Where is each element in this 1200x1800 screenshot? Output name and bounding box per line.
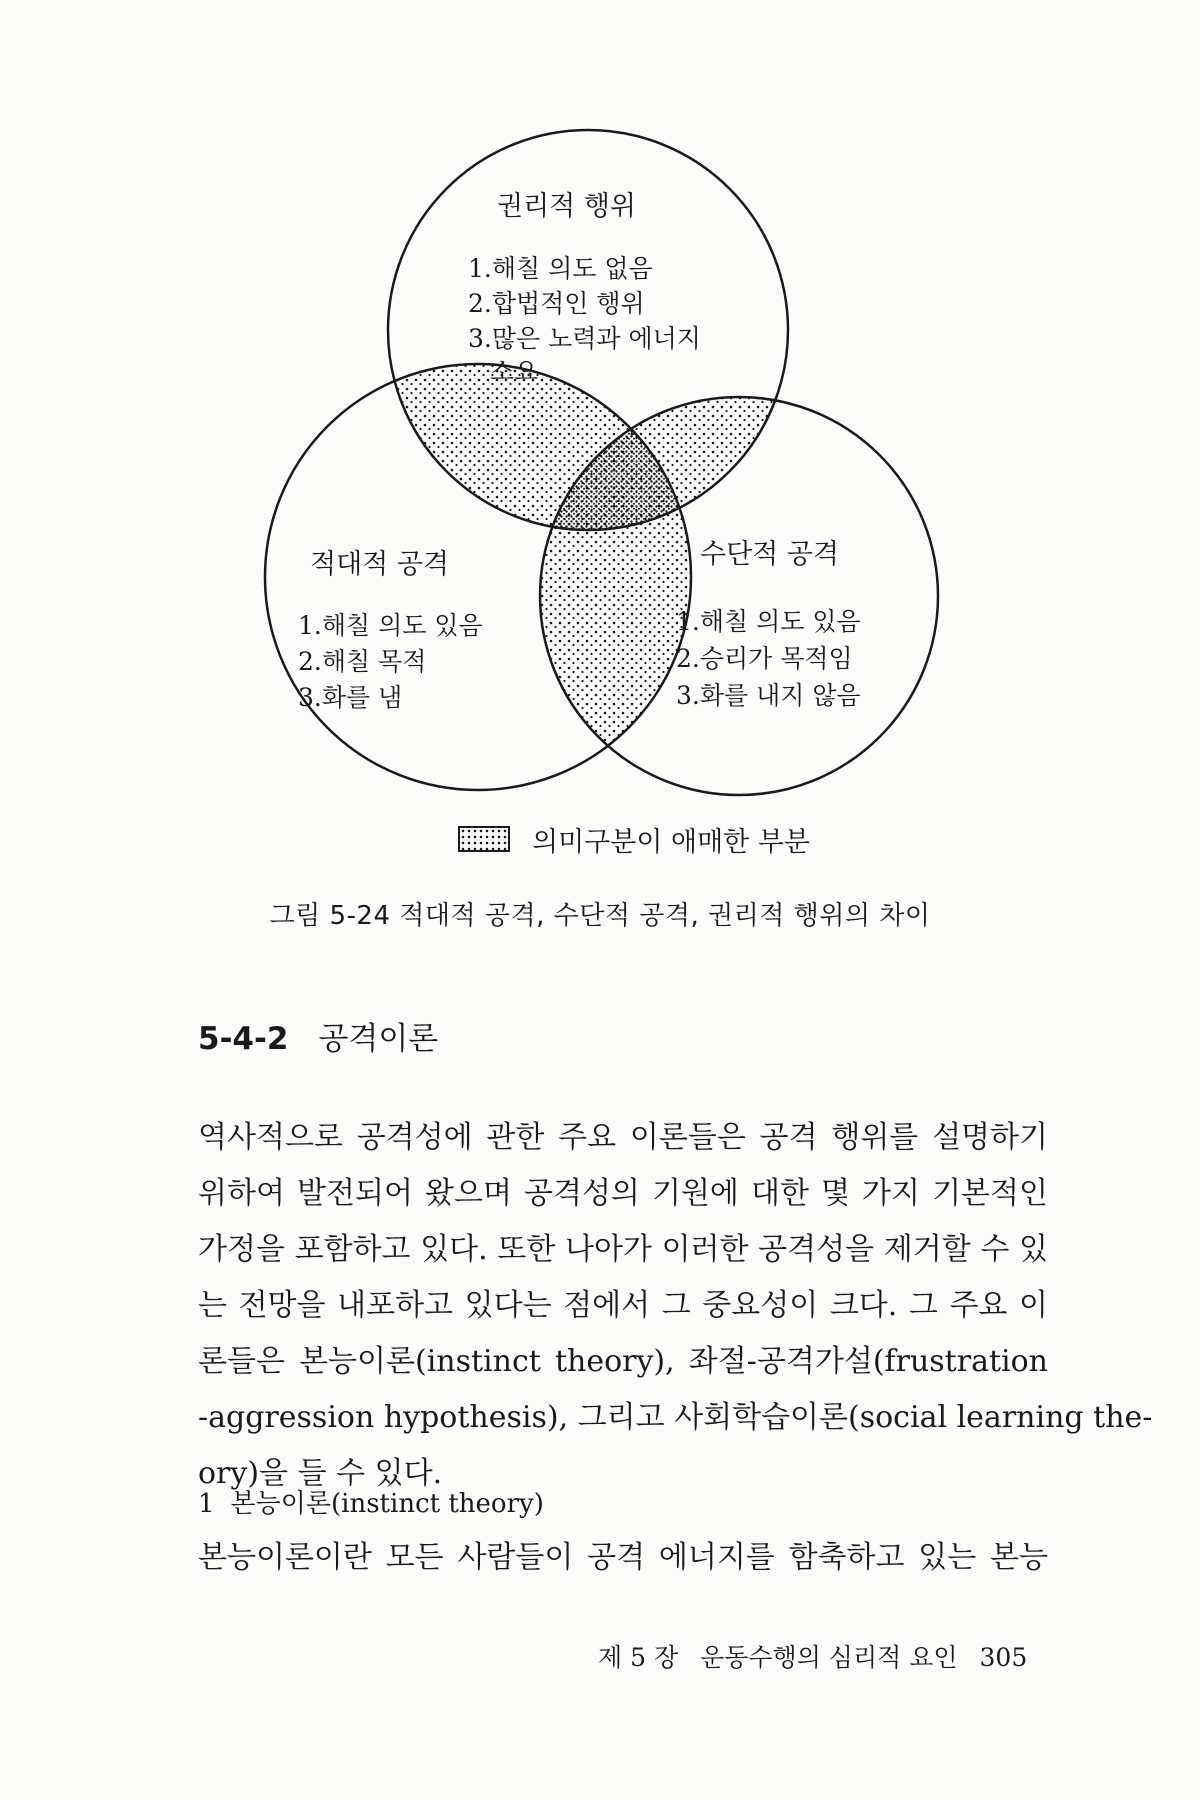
paragraph-line: -aggression hypothesis), 그리고 사회학습이론(social learning the-	[198, 1400, 1153, 1435]
subsection-paragraph	[198, 1530, 1048, 1586]
rights-behavior-item: 2.합법적인 행위	[468, 289, 645, 318]
stipple-legend-swatch	[458, 826, 510, 852]
subsection-heading	[198, 1484, 544, 1524]
subsection-number: 1	[198, 1489, 215, 1519]
paragraph-line: ory)을 들 수 있다.	[198, 1456, 443, 1491]
section-heading	[198, 1013, 438, 1058]
subsection-title: 본능이론(instinct theory)	[230, 1489, 544, 1519]
rights-behavior-title: 권리적 행위	[497, 191, 636, 222]
section-number: 5-4-2	[198, 1021, 289, 1057]
hostile-aggression-item: 3.화를 냄	[298, 683, 403, 712]
figure-legend	[458, 823, 810, 858]
venn-diagram	[0, 0, 1200, 880]
footer-title: 운동수행의 심리적 요인	[700, 1643, 958, 1672]
rights-behavior-item: 소요	[490, 357, 539, 386]
hostile-aggression-item: 2.해칠 목적	[298, 647, 427, 676]
rights-behavior-item: 1.해칠 의도 없음	[468, 254, 653, 283]
paragraph-line: 역사적으로 공격성에 관한 주요 이론들은 공격 행위를 설명하기	[198, 1120, 1048, 1155]
running-footer	[598, 1638, 1027, 1674]
paragraph-line: 론들은 본능이론(instinct theory), 좌절-공격가설(frustration	[198, 1344, 1048, 1379]
instrumental-aggression-item: 1.해칠 의도 있음	[676, 607, 861, 636]
figure-caption: 그림 5-24 적대적 공격, 수단적 공격, 권리적 행위의 차이	[269, 901, 931, 931]
instrumental-aggression-title: 수단적 공격	[700, 539, 839, 570]
legend-label: 의미구분이 애매한 부분	[532, 826, 810, 858]
footer-chapter: 제 5 장	[598, 1643, 679, 1672]
page-number: 305	[979, 1643, 1028, 1672]
body-paragraph	[198, 1110, 1153, 1502]
instrumental-aggression-item: 2.승리가 목적임	[676, 644, 853, 673]
paragraph-line: 는 전망을 내포하고 있다는 점에서 그 중요성이 크다. 그 주요 이	[198, 1288, 1048, 1323]
rights-behavior-item: 3.많은 노력과 에너지	[468, 324, 701, 353]
paragraph-line: 가정을 포함하고 있다. 또한 나아가 이러한 공격성을 제거할 수 있	[198, 1232, 1048, 1267]
section-title: 공격이론	[318, 1021, 439, 1057]
paragraph-line: 위하여 발전되어 왔으며 공격성의 기원에 대한 몇 가지 기본적인	[198, 1176, 1048, 1211]
hostile-aggression-title: 적대적 공격	[310, 549, 449, 580]
paragraph-line: 본능이론이란 모든 사람들이 공격 에너지를 함축하고 있는 본능	[198, 1540, 1048, 1575]
hostile-aggression-item: 1.해칠 의도 있음	[298, 611, 483, 640]
instrumental-aggression-item: 3.화를 내지 않음	[676, 681, 861, 710]
